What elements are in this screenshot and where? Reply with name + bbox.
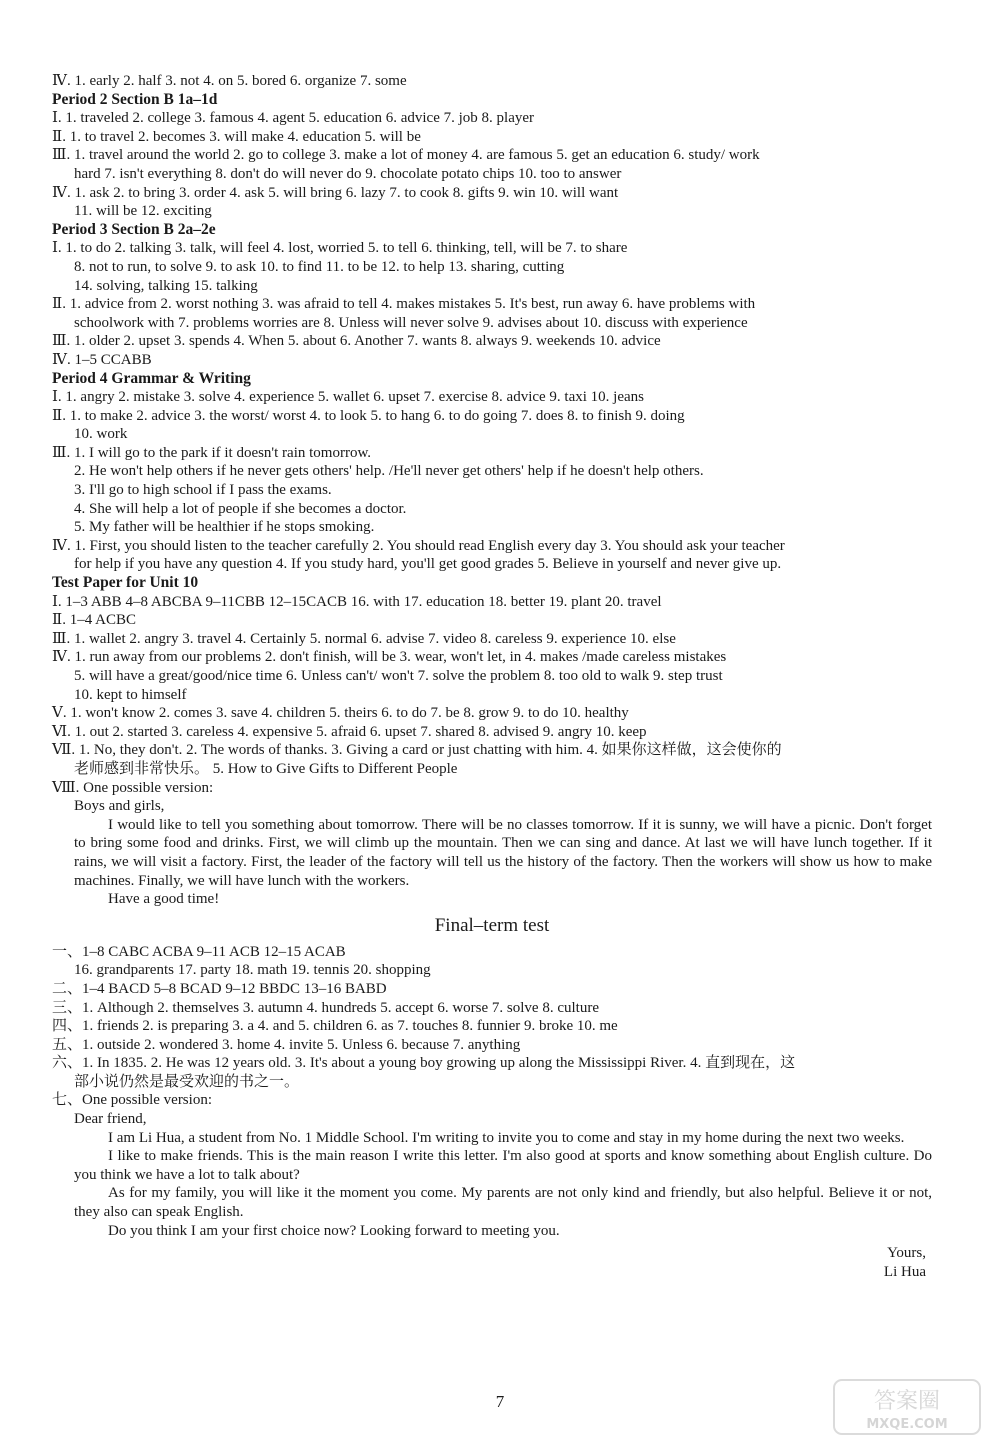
answer-line: 六、1. In 1835. 2. He was 12 years old. 3. It's about a young boy growing up along the Mississippi River. 4. 直到现在，这 xyxy=(52,1055,796,1072)
watermark-top-text: 答案圈 xyxy=(873,1389,941,1414)
answer-line: Ⅰ. 1. to do 2. talking 3. talk, will feel 4. lost, worried 5. to tell 6. thinking, tell, will be 7. to share xyxy=(52,240,628,257)
answer-line: 11. will be 12. exciting xyxy=(74,203,212,220)
answer-line: I like to make friends. This is the main reason I write this letter. I'm also good at sports and know something about English culture. Do you think we have a lot to talk about? xyxy=(74,1148,932,1183)
answer-line: Boys and girls, xyxy=(74,798,165,815)
answer-line: Ⅴ. 1. won't know 2. comes 3. save 4. children 5. theirs 6. to do 7. be 8. grow 9. to do 10. healthy xyxy=(52,705,629,722)
answer-line: 10. work xyxy=(74,426,128,443)
answer-line: Ⅰ. 1–3 ABB 4–8 ABCBA 9–11CBB 12–15CACB 16. with 17. education 18. better 19. plant 20. travel xyxy=(52,593,662,610)
answer-line: 七、One possible version: xyxy=(52,1092,212,1109)
answer-line: Ⅲ. 1. older 2. upset 3. spends 4. When 5. about 6. Another 7. wants 8. always 9. weekends 10. advice xyxy=(52,333,661,350)
answer-line: Ⅱ. 1. to travel 2. becomes 3. will make 4. education 5. will be xyxy=(52,128,421,145)
answer-line: Ⅲ. 1. I will go to the park if it doesn't rain tomorrow. xyxy=(52,444,372,461)
section-heading: Period 4 Grammar & Writing xyxy=(52,369,251,387)
answer-line: 一、1–8 CABC ACBA 9–11 ACB 12–15 ACAB xyxy=(52,943,346,960)
watermark-logo-icon xyxy=(832,1378,982,1436)
answer-line: 10. kept to himself xyxy=(74,686,187,703)
answer-key-page xyxy=(52,72,932,1281)
answer-line: I am Li Hua, a student from No. 1 Middle School. I'm writing to invite you to come and stay in my home during the next two weeks. xyxy=(108,1129,905,1146)
closing-name: Li Hua xyxy=(883,1263,926,1280)
answer-line: 3. I'll go to high school if I pass the exams. xyxy=(74,482,332,499)
answer-line: 4. She will help a lot of people if she becomes a doctor. xyxy=(74,500,407,517)
answer-line: 8. not to run, to solve 9. to ask 10. to find 11. to be 12. to help 13. sharing, cutting xyxy=(74,258,565,275)
answer-line: Ⅳ. 1. ask 2. to bring 3. order 4. ask 5. will bring 6. lazy 7. to cook 8. gifts 9. win 10. will want xyxy=(52,184,619,201)
final-term-answers xyxy=(52,943,932,1241)
answer-line: Ⅵ. 1. out 2. started 3. careless 4. expensive 5. afraid 6. upset 7. shared 8. advised 9. angry 10. keep xyxy=(52,723,647,740)
unit-10-answers xyxy=(52,72,932,909)
answer-line: Do you think I am your first choice now? Looking forward to meeting you. xyxy=(108,1222,560,1239)
answer-line: Ⅷ. One possible version: xyxy=(52,779,214,796)
answer-line: Have a good time! xyxy=(108,891,220,908)
section-heading: Period 3 Section B 2a–2e xyxy=(52,220,216,238)
answer-line: Ⅳ. 1–5 CCABB xyxy=(52,351,152,368)
section-heading: Period 2 Section B 1a–1d xyxy=(52,90,218,108)
answer-line: Ⅱ. 1. to make 2. advice 3. the worst/ worst 4. to look 5. to hang 6. to do going 7. does 8. to finish 9. doing xyxy=(52,407,685,424)
closing-yours: Yours, xyxy=(887,1245,926,1262)
answer-line: 5. will have a great/good/nice time 6. Unless can't/ won't 7. solve the problem 8. too old to walk 9. step trust xyxy=(74,668,723,684)
watermark-bottom-text: MXQE.COM xyxy=(866,1417,948,1432)
answer-line: 三、1. Although 2. themselves 3. autumn 4. hundreds 5. accept 6. worse 7. solve 8. culture xyxy=(52,999,599,1016)
answer-line: 老师感到非常快乐。 5. How to Give Gifts to Different People xyxy=(74,760,458,777)
answer-line: Ⅰ. 1. traveled 2. college 3. famous 4. agent 5. education 6. advice 7. job 8. player xyxy=(52,110,535,127)
answer-line: Ⅱ. 1–4 ACBC xyxy=(52,612,136,629)
answer-line: Ⅱ. 1. advice from 2. worst nothing 3. was afraid to tell 4. makes mistakes 5. It's best, run away 6. have problems with xyxy=(52,296,756,313)
answer-line: schoolwork with 7. problems worries are 8. Unless will never solve 9. advises about 10. discuss with experience xyxy=(74,314,748,331)
answer-line: 2. He won't help others if he never gets others' help. /He'll never get others' help if he doesn't help others. xyxy=(74,463,704,480)
section-heading: Test Paper for Unit 10 xyxy=(52,574,199,592)
final-term-title: Final–term test xyxy=(434,914,550,936)
answer-line: Ⅳ. 1. First, you should listen to the teacher carefully 2. You should read English every day 3. You should ask your teacher xyxy=(52,537,785,554)
answer-line: hard 7. isn't everything 8. don't do will never do 9. chocolate potato chips 10. too to answer xyxy=(74,165,622,182)
answer-line: Ⅶ. 1. No, they don't. 2. The words of thanks. 3. Giving a card or just chatting with him. 4. 如果你这样做，这会使你的 xyxy=(52,742,782,759)
answer-line: Ⅲ. 1. wallet 2. angry 3. travel 4. Certainly 5. normal 6. advise 7. video 8. careless 9. experience 10. else xyxy=(52,630,676,647)
answer-line: 14. solving, talking 15. talking xyxy=(74,277,258,294)
answer-line: 部小说仍然是最受欢迎的书之一。 xyxy=(74,1073,300,1090)
answer-line: 四、1. friends 2. is preparing 3. a 4. and 5. children 6. as 7. touches 8. funnier 9. broke 10. me xyxy=(52,1018,618,1035)
letter-closing xyxy=(52,1244,932,1281)
answer-line: Ⅰ. 1. angry 2. mistake 3. solve 4. experience 5. wallet 6. upset 7. exercise 8. advice 9. taxi 10. jeans xyxy=(52,389,644,406)
answer-line: Ⅳ. 1. run away from our problems 2. don't finish, will be 3. wear, won't let, in 4. makes /made careless mistakes xyxy=(52,649,727,666)
answer-line: 二、1–4 BACD 5–8 BCAD 9–12 BBDC 13–16 BABD xyxy=(52,980,387,997)
answer-line: Dear friend, xyxy=(74,1111,147,1128)
answer-line: Ⅳ. 1. early 2. half 3. not 4. on 5. bored 6. organize 7. some xyxy=(52,73,407,89)
answer-line: As for my family, you will like it the moment you come. My parents are not only kind and friendly, but also helpful. Believe it or not, they also can speak English. xyxy=(74,1185,932,1221)
answer-line: Ⅲ. 1. travel around the world 2. go to college 3. make a lot of money 4. are famous 5. get an education 6. study/ work xyxy=(52,147,760,164)
answer-line: 5. My father will be healthier if he stops smoking. xyxy=(74,519,375,536)
answer-line: for help if you have any question 4. If you study hard, you'll get good grades 5. Believe in yourself and never give up. xyxy=(74,556,782,573)
answer-line: I would like to tell you something about tomorrow. There will be no classes tomorrow. If it is sunny, we will have a picnic. Don't forget to bring some food and drinks. First, we will climb up the mountain. Then we can sing and dance. At last we will have lunch together. If it rains, we will visit a factory. First, the leader of the factory will tell us the history of the factory. Then the workers will show us how to make machines. Finally, we will have lunch with the workers. xyxy=(74,816,932,889)
page-number: 7 xyxy=(495,1392,505,1411)
answer-line: 五、1. outside 2. wondered 3. home 4. invite 5. Unless 6. because 7. anything xyxy=(52,1036,521,1053)
answer-line: 16. grandparents 17. party 18. math 19. tennis 20. shopping xyxy=(74,962,431,979)
